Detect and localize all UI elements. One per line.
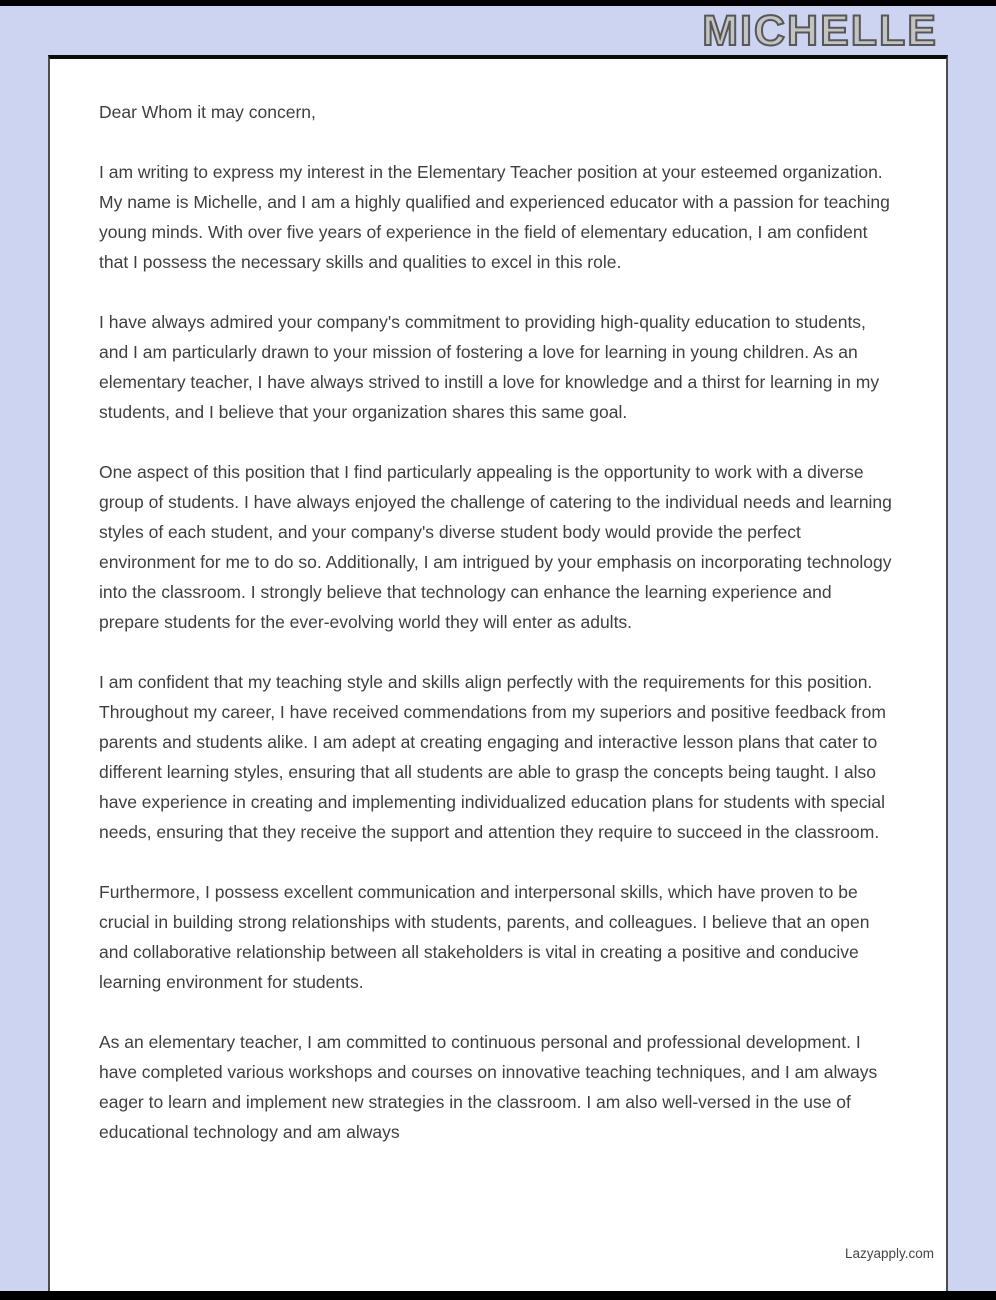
letter-paragraph-5: Furthermore, I possess excellent communication and interpersonal skills, which have proven to be crucial in building strong relationships with students, parents, and colleagues. I believe that an open and collaborative relationship between all stakeholders is vital in creating a positive and conducive learning environment for students. bbox=[99, 882, 870, 992]
top-border-bar bbox=[0, 0, 996, 6]
bottom-border-bar bbox=[0, 1291, 996, 1300]
letter-paragraph-1: I am writing to express my interest in the Elementary Teacher position at your esteemed organization. My name is Michelle, and I am a highly qualified and experienced educator with a passion for teaching young minds. With over five years of experience in the field of elementary education, I am confident that I possess the necessary skills and qualities to excel in this role. bbox=[99, 162, 890, 272]
letter-paragraph-4: I am confident that my teaching style and skills align perfectly with the requirements for this position. Throughout my career, I have received commendations from my superiors and positive feedback from parents and students alike. I am adept at creating engaging and interactive lesson plans that cater to different learning styles, ensuring that all students are able to grasp the concepts being taught. I also have experience in creating and implementing individualized education plans for students with special needs, ensuring that they receive the support and attention they require to succeed in the classroom. bbox=[99, 672, 886, 842]
page-title: MICHELLE bbox=[702, 7, 938, 55]
cover-letter-document bbox=[48, 55, 948, 1291]
cover-letter-body bbox=[50, 59, 946, 1147]
letter-paragraph-3: One aspect of this position that I find particularly appealing is the opportunity to work with a diverse group of students. I have always enjoyed the challenge of catering to the individual needs and learning styles of each student, and your company's diverse student body would provide the perfect environment for me to do so. Additionally, I am intrigued by your emphasis on incorporating technology into the classroom. I strongly believe that technology can enhance the learning experience and prepare students for the ever-evolving world they will enter as adults. bbox=[99, 462, 892, 632]
letter-paragraph-6: As an elementary teacher, I am committed to continuous personal and professional development. I have completed various workshops and courses on innovative teaching techniques, and I am always eager to learn and implement new strategies in the classroom. I am also well-versed in the use of educational technology and am always bbox=[99, 1032, 878, 1142]
watermark: Lazyapply.com bbox=[844, 1246, 934, 1261]
salutation: Dear Whom it may concern, bbox=[99, 102, 316, 122]
letter-paragraph-2: I have always admired your company's commitment to providing high-quality education to students, and I am particularly drawn to your mission of fostering a love for learning in young children. As an elementary teacher, I have always strived to instill a love for knowledge and a thirst for learning in my students, and I believe that your organization shares this same goal. bbox=[99, 312, 880, 422]
